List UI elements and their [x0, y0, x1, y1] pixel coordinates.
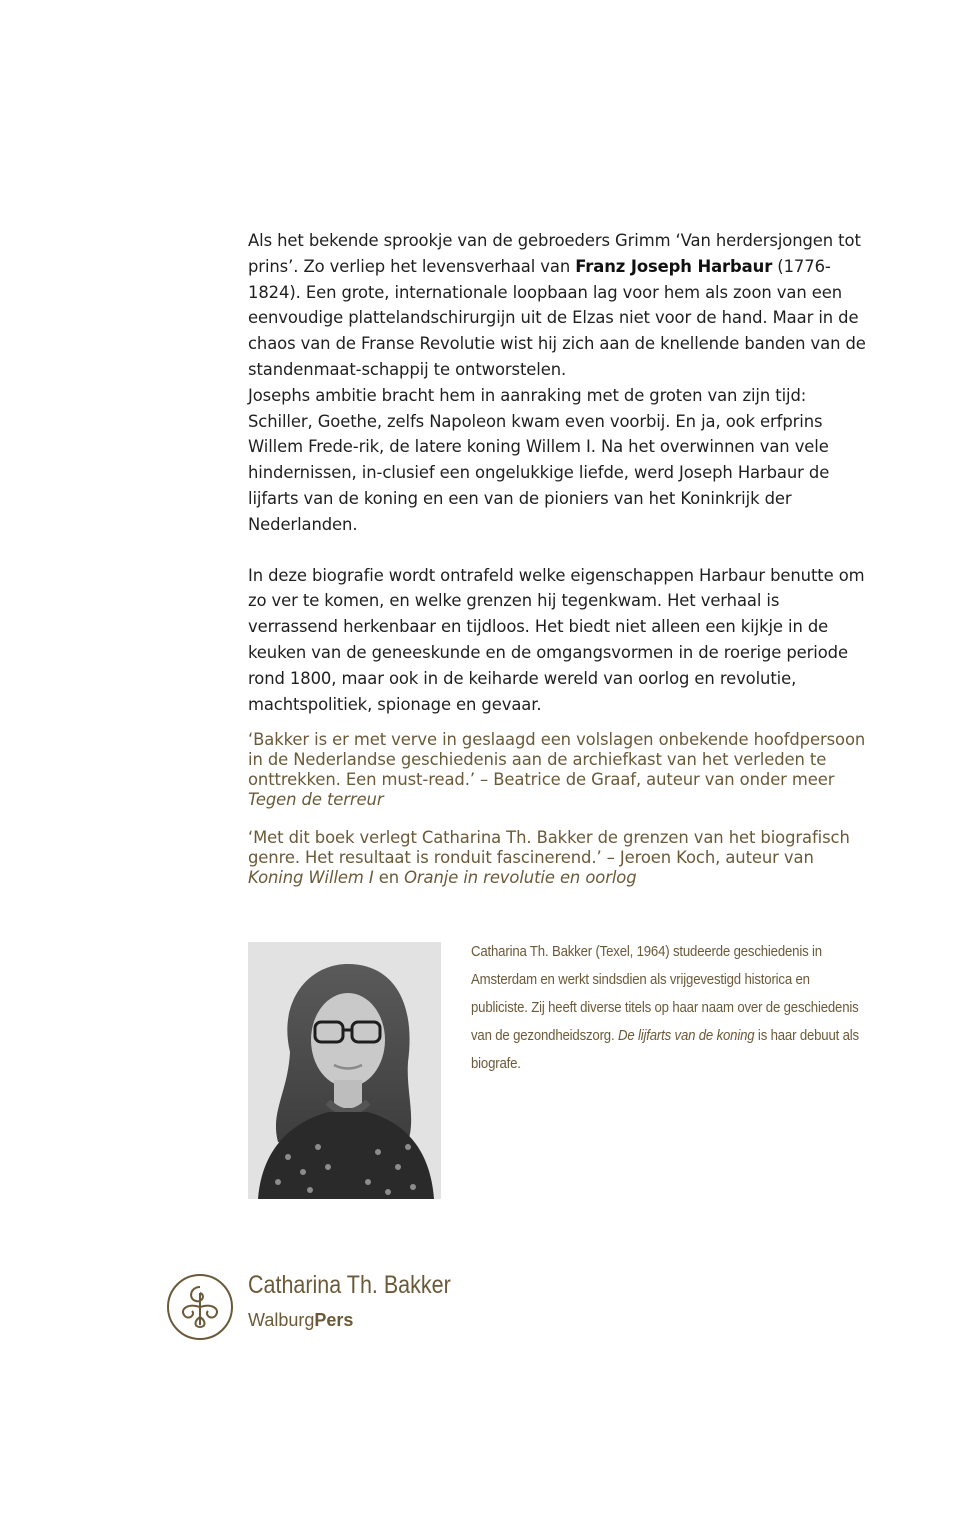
blurb-paragraph-2: Josephs ambitie bracht hem in aanraking met de groten van zijn tijd: Schiller, Goethe, zelfs Napoleon kwam even voorbij. En ja, ook erfprins Willem Frede-rik, de latere koning Willem I. Na het overwinnen van vele hindernissen, in-clusief een ongelukkige liefde, werd Joseph Harbaur de lijfarts van de koning en een van de pioniers van het Koninkrijk der Nederlanden. — [248, 385, 830, 534]
blurb-p1-subject: Franz Joseph Harbaur — [575, 256, 773, 276]
author-name: Catharina Th. Bakker — [248, 1271, 451, 1299]
quote-2-text: ‘Met dit boek verlegt Catharina Th. Bakker de grenzen van het biografisch genre. Het resultaat is ronduit fascinerend.’ – Jeroen Koch, auteur van — [248, 828, 850, 867]
bio-text: Catharina Th. Bakker (Texel, 1964) studeerde geschiedenis in Amsterdam en werkt sindsdien als vrijgevestigd historica en publiciste. Zij heeft diverse titels op haar naam over de geschiedenis van de gezondheidszorg. — [471, 943, 859, 1044]
blurb-paragraph-1 — [248, 228, 873, 383]
review-quote-2 — [248, 828, 873, 888]
bio-book-title: De lijfarts van de koning — [617, 1027, 755, 1044]
publisher-name-part-1: Walburg — [248, 1310, 315, 1330]
publisher-name — [248, 1308, 353, 1332]
quote-1-text: ‘Bakker is er met verve in geslaagd een volslagen onbekende hoofdpersoon in de Nederlandse geschiedenis aan de archiefkast van het verleden te onttrekken. Een must-read.’ – Beatrice de Graaf, auteur van onder meer — [248, 730, 866, 789]
quote-2-book-title-2: Oranje in revolutie en oorlog — [404, 868, 637, 887]
quote-2-book-title-1: Koning Willem I — [248, 868, 374, 887]
quote-2-conjunction: en — [373, 868, 405, 887]
back-cover-blurb — [248, 228, 873, 717]
quote-1-book-title: Tegen de terreur — [248, 790, 384, 809]
author-portrait — [248, 942, 441, 1199]
review-quote-1 — [248, 730, 873, 810]
blurb-p1-end: (1776-1824). Een grote, internationale loopbaan lag voor hem als zoon van een eenvoudige plattelandschirurgijn uit de Elzas niet voor de hand. Maar in de chaos van de Franse Revolutie wist hij zich aan de knellende banden van de standenmaat-schappij te ontworstelen. — [248, 256, 866, 379]
blurb-paragraph-3: In deze biografie wordt ontrafeld welke eigenschappen Harbaur benutte om zo ver te komen, en welke grenzen hij tegenkwam. Het verhaal is verrassend herkenbaar en tijdloos. Het biedt niet alleen een kijkje in de keuken van de geneeskunde en de omgangsvormen in de roerige periode rond 1800, maar ook in de keiharde wereld van oorlog en revolutie, machtspolitiek, spionage en gevaar. — [248, 565, 865, 714]
review-quotes — [248, 730, 873, 888]
author-bio — [471, 938, 867, 1078]
bio-end: is haar debuut als biografe. — [471, 1027, 859, 1072]
walburg-pers-monogram-icon — [166, 1273, 234, 1341]
publisher-name-part-2: Pers — [314, 1310, 354, 1330]
author-photo — [248, 942, 441, 1199]
blurb-p1-start: Als het bekende sprookje van de gebroeders Grimm ‘Van herdersjongen tot prins’. Zo verliep het levensverhaal van — [248, 231, 861, 276]
